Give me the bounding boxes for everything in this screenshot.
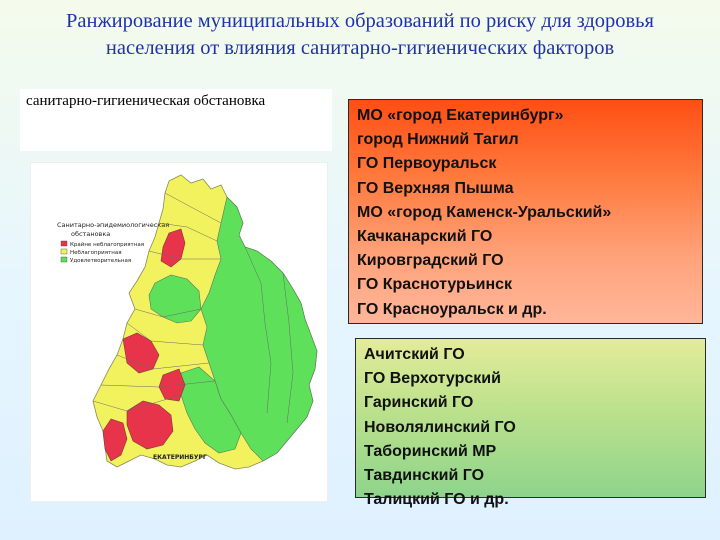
legend-title-1: Санитарно-эпидемиологическая bbox=[57, 221, 170, 229]
low-risk-list bbox=[355, 338, 706, 509]
legend-title-2: обстановка bbox=[71, 230, 111, 238]
legend-label-green: Удовлетворительная bbox=[70, 258, 132, 264]
map-panel bbox=[30, 162, 328, 502]
list-item: Ачитский ГО bbox=[364, 346, 465, 363]
list-item: ГО Краснотурьинск bbox=[357, 276, 513, 294]
slide-title bbox=[0, 8, 720, 62]
legend-swatch-red bbox=[61, 241, 67, 246]
list-item: Таборинский МР bbox=[364, 442, 497, 460]
list-item: МО «город Каменск-Уральский» bbox=[357, 203, 612, 221]
legend-label-yellow: Неблагоприятная bbox=[70, 250, 122, 256]
high-risk-list bbox=[348, 99, 703, 324]
list-item: Качканарский ГО bbox=[357, 228, 493, 246]
title-line-2: населения от влияния санитарно-гигиенических факторов bbox=[105, 37, 615, 59]
list-item: Кировградский ГО bbox=[357, 252, 504, 270]
list-item: ГО Верхняя Пышма bbox=[357, 179, 514, 197]
list-item: Тавдинский ГО bbox=[364, 467, 485, 485]
list-item: Новолялинский ГО bbox=[364, 418, 516, 436]
list-item: МО «город Екатеринбург» bbox=[357, 107, 564, 124]
list-item: Талицкий ГО и др. bbox=[364, 491, 509, 509]
list-item: Гаринский ГО bbox=[364, 394, 474, 412]
list-item: ГО Красноуральск и др. bbox=[357, 300, 547, 318]
city-label: ЕКАТЕРИНБУРГ bbox=[153, 454, 207, 461]
list-item: ГО Верхотурский bbox=[364, 370, 501, 388]
title-line-1: Ранжирование муниципальных образований по риску для здоровья bbox=[66, 10, 654, 32]
legend-swatch-yellow bbox=[61, 249, 67, 254]
map-label: санитарно-гигиеническая обстановка bbox=[20, 89, 332, 151]
legend-label-red: Крайне неблагоприятная bbox=[70, 242, 145, 248]
region-map bbox=[31, 163, 327, 501]
legend-swatch-green bbox=[61, 257, 67, 262]
list-item: ГО Первоуральск bbox=[357, 155, 497, 173]
list-item: город Нижний Тагил bbox=[357, 131, 519, 149]
